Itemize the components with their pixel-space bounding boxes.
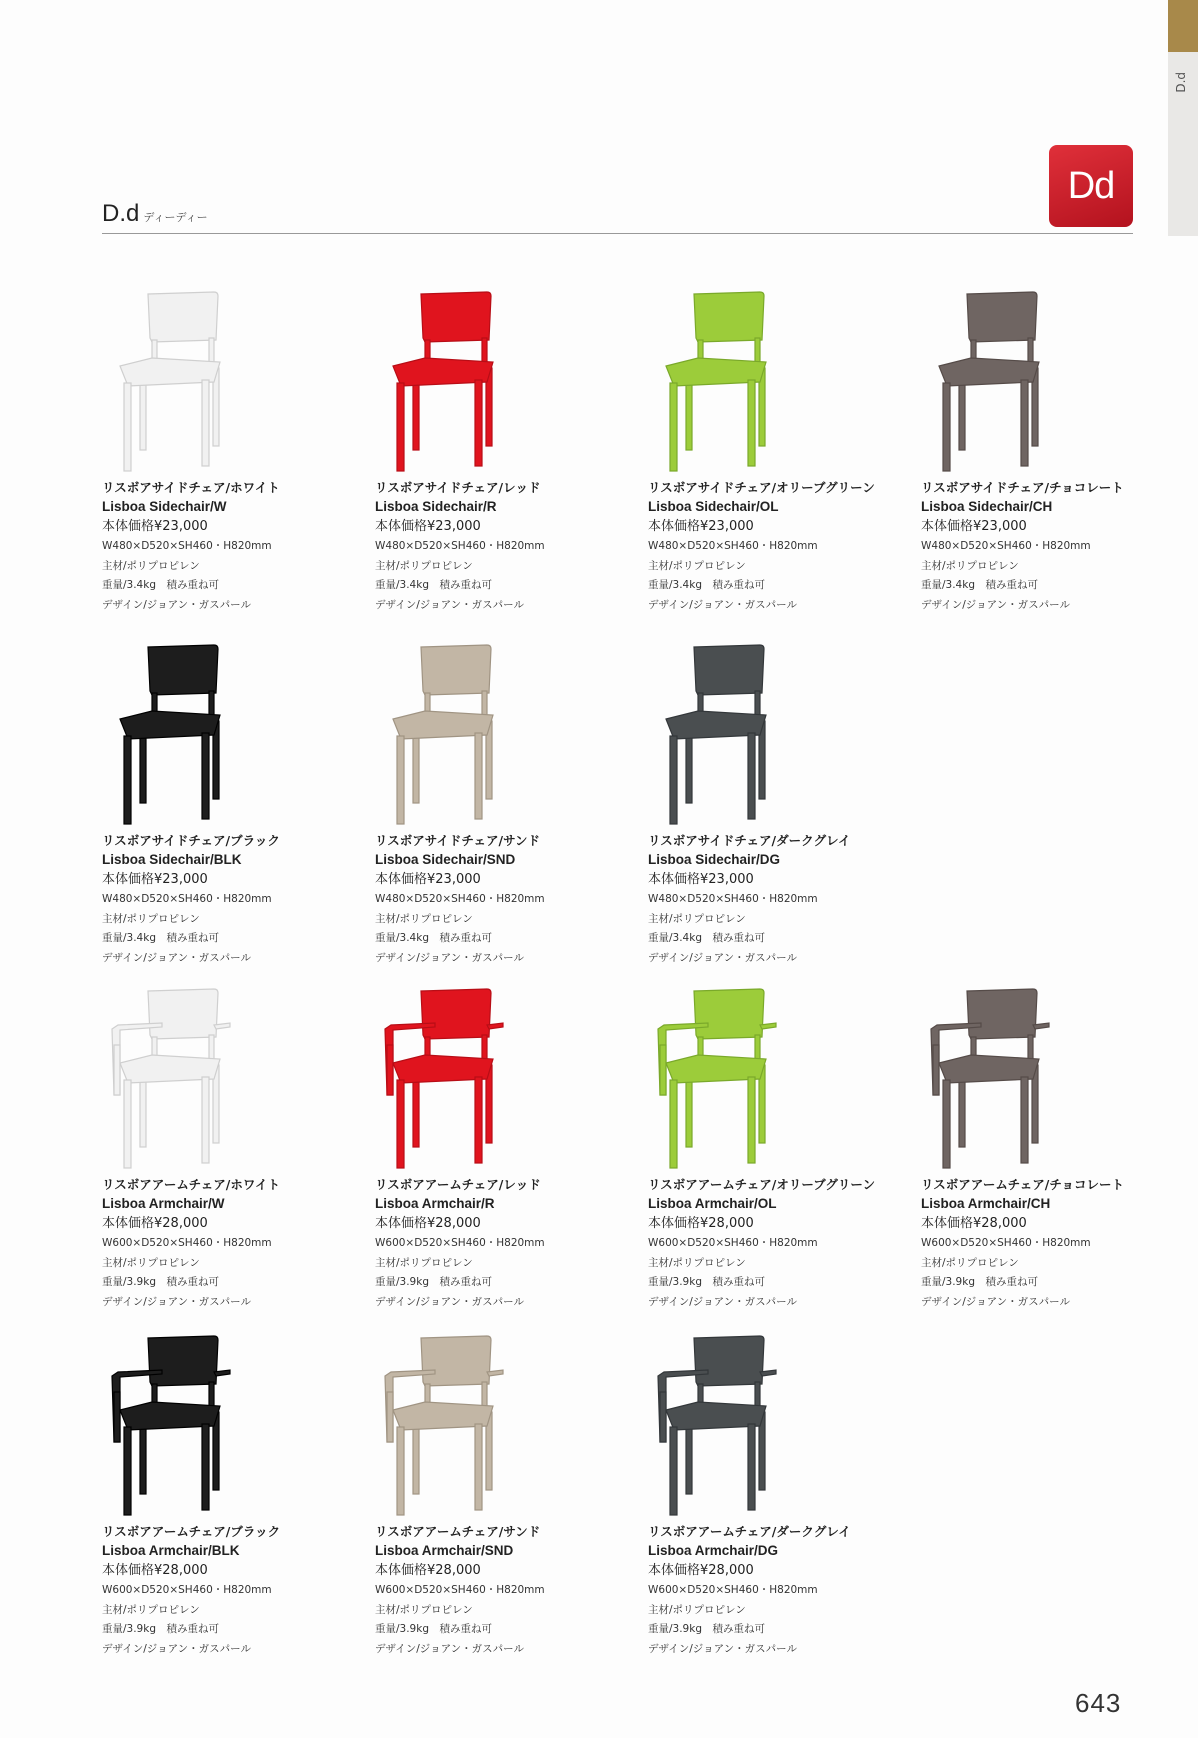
product-price: 本体価格¥23,000 (648, 872, 754, 887)
product-name-jp: リスボアサイドチェア/チョコレート (921, 480, 1124, 495)
product-dimensions: W480×D520×SH460・H820mm (375, 893, 545, 905)
product-designer: デザイン/ジョアン・ガスパール (648, 598, 797, 611)
product-dimensions: W600×D520×SH460・H820mm (921, 1237, 1091, 1249)
product-dimensions: W480×D520×SH460・H820mm (648, 540, 818, 552)
side-tab-accent (1168, 0, 1198, 52)
product-designer: デザイン/ジョアン・ガスパール (648, 951, 797, 964)
product-weight: 重量/3.4kg 積み重ね可 (375, 932, 492, 944)
product-material: 主材/ポリプロピレン (375, 1256, 473, 1269)
product-material: 主材/ポリプロピレン (375, 559, 473, 572)
product-info (648, 831, 908, 968)
product-image (921, 985, 1061, 1175)
product-image (648, 288, 788, 478)
product-info (102, 1522, 362, 1659)
product-designer: デザイン/ジョアン・ガスパール (102, 598, 251, 611)
product-name-jp: リスボアサイドチェア/ダークグレイ (648, 833, 851, 848)
product-weight: 重量/3.4kg 積み重ね可 (648, 932, 765, 944)
armchair-image (102, 1332, 242, 1522)
product-designer: デザイン/ジョアン・ガスパール (921, 598, 1070, 611)
brand-kana: ディーディー (143, 211, 208, 224)
product-name-jp: リスボアサイドチェア/サンド (375, 833, 540, 848)
product-image (102, 641, 242, 831)
sidechair-image (921, 288, 1061, 478)
sidechair-image (648, 641, 788, 831)
product-dimensions: W600×D520×SH460・H820mm (102, 1584, 272, 1596)
brand-title: D.d (102, 200, 140, 227)
product-price: 本体価格¥23,000 (102, 872, 208, 887)
product-weight: 重量/3.9kg 積み重ね可 (102, 1276, 219, 1288)
product-name-jp: リスボアアームチェア/ブラック (102, 1524, 281, 1539)
product-info (102, 478, 362, 615)
product-name-en: Lisboa Sidechair/DG (648, 852, 781, 867)
product-dimensions: W600×D520×SH460・H820mm (102, 1237, 272, 1249)
product-price: 本体価格¥28,000 (375, 1216, 481, 1231)
product-weight: 重量/3.9kg 積み重ね可 (375, 1276, 492, 1288)
armchair-image (375, 1332, 515, 1522)
product-dimensions: W480×D520×SH460・H820mm (102, 893, 272, 905)
product-price: 本体価格¥28,000 (102, 1216, 208, 1231)
product-material: 主材/ポリプロピレン (921, 559, 1019, 572)
sidechair-image (102, 288, 242, 478)
product-designer: デザイン/ジョアン・ガスパール (375, 951, 524, 964)
product-designer: デザイン/ジョアン・ガスパール (375, 1642, 524, 1655)
product-info (648, 1522, 908, 1659)
product-image (375, 641, 515, 831)
product-price: 本体価格¥28,000 (648, 1563, 754, 1578)
product-image (648, 1332, 788, 1522)
product-image (375, 985, 515, 1175)
product-name-jp: リスボアサイドチェア/オリーブグリーン (648, 480, 875, 495)
header-divider (102, 233, 1133, 234)
product-weight: 重量/3.4kg 積み重ね可 (102, 932, 219, 944)
product-weight: 重量/3.9kg 積み重ね可 (375, 1623, 492, 1635)
product-weight: 重量/3.4kg 積み重ね可 (648, 579, 765, 591)
product-info (375, 1522, 635, 1659)
product-image (921, 288, 1061, 478)
sidechair-image (648, 288, 788, 478)
product-weight: 重量/3.9kg 積み重ね可 (921, 1276, 1038, 1288)
product-designer: デザイン/ジョアン・ガスパール (102, 1295, 251, 1308)
product-designer: デザイン/ジョアン・ガスパール (648, 1295, 797, 1308)
product-name-jp: リスボアアームチェア/チョコレート (921, 1177, 1124, 1192)
product-image (102, 985, 242, 1175)
product-dimensions: W600×D520×SH460・H820mm (375, 1237, 545, 1249)
armchair-image (648, 985, 788, 1175)
product-dimensions: W480×D520×SH460・H820mm (648, 893, 818, 905)
page-number: 643 (1075, 1688, 1122, 1718)
sidechair-image (375, 288, 515, 478)
sidechair-image (102, 641, 242, 831)
product-dimensions: W600×D520×SH460・H820mm (648, 1584, 818, 1596)
product-name-en: Lisboa Sidechair/OL (648, 499, 779, 514)
product-name-en: Lisboa Armchair/CH (921, 1196, 1051, 1211)
product-price: 本体価格¥28,000 (375, 1563, 481, 1578)
product-info (648, 478, 908, 615)
product-name-en: Lisboa Armchair/OL (648, 1196, 777, 1211)
product-weight: 重量/3.9kg 積み重ね可 (648, 1276, 765, 1288)
product-name-en: Lisboa Armchair/SND (375, 1543, 514, 1558)
product-weight: 重量/3.4kg 積み重ね可 (102, 579, 219, 591)
product-price: 本体価格¥23,000 (375, 872, 481, 887)
product-info (375, 478, 635, 615)
product-name-jp: リスボアアームチェア/サンド (375, 1524, 541, 1539)
product-designer: デザイン/ジョアン・ガスパール (102, 951, 251, 964)
side-index-tab (1168, 0, 1198, 236)
brand-logo: Dd (1049, 145, 1133, 227)
product-name-en: Lisboa Armchair/BLK (102, 1543, 240, 1558)
product-info (921, 1175, 1181, 1312)
armchair-image (375, 985, 515, 1175)
product-weight: 重量/3.4kg 積み重ね可 (921, 579, 1038, 591)
section-header (102, 200, 208, 228)
product-info (921, 478, 1181, 615)
product-name-jp: リスボアサイドチェア/ブラック (102, 833, 280, 848)
product-image (648, 641, 788, 831)
product-dimensions: W480×D520×SH460・H820mm (921, 540, 1091, 552)
product-material: 主材/ポリプロピレン (648, 912, 746, 925)
product-image (375, 1332, 515, 1522)
product-image (102, 1332, 242, 1522)
product-material: 主材/ポリプロピレン (648, 559, 746, 572)
product-image (102, 288, 242, 478)
product-name-en: Lisboa Armchair/DG (648, 1543, 779, 1558)
product-material: 主材/ポリプロピレン (375, 912, 473, 925)
sidechair-image (375, 641, 515, 831)
product-info (375, 1175, 635, 1312)
product-info (648, 1175, 908, 1312)
product-dimensions: W600×D520×SH460・H820mm (375, 1584, 545, 1596)
product-designer: デザイン/ジョアン・ガスパール (375, 598, 524, 611)
armchair-image (102, 985, 242, 1175)
product-name-jp: リスボアアームチェア/ダークグレイ (648, 1524, 851, 1539)
armchair-image (921, 985, 1061, 1175)
product-designer: デザイン/ジョアン・ガスパール (921, 1295, 1070, 1308)
product-name-jp: リスボアアームチェア/ホワイト (102, 1177, 280, 1192)
product-name-en: Lisboa Sidechair/W (102, 499, 227, 514)
product-designer: デザイン/ジョアン・ガスパール (375, 1295, 524, 1308)
product-material: 主材/ポリプロピレン (102, 912, 200, 925)
product-name-en: Lisboa Sidechair/SND (375, 852, 516, 867)
product-material: 主材/ポリプロピレン (648, 1256, 746, 1269)
product-info (375, 831, 635, 968)
product-material: 主材/ポリプロピレン (921, 1256, 1019, 1269)
product-name-jp: リスボアサイドチェア/レッド (375, 480, 541, 495)
product-price: 本体価格¥23,000 (375, 519, 481, 534)
product-price: 本体価格¥28,000 (648, 1216, 754, 1231)
product-designer: デザイン/ジョアン・ガスパール (102, 1642, 251, 1655)
side-tab-code: D.d (1174, 72, 1188, 93)
product-dimensions: W480×D520×SH460・H820mm (102, 540, 272, 552)
product-price: 本体価格¥23,000 (102, 519, 208, 534)
product-name-en: Lisboa Armchair/W (102, 1196, 225, 1211)
product-info (102, 831, 362, 968)
product-designer: デザイン/ジョアン・ガスパール (648, 1642, 797, 1655)
product-price: 本体価格¥28,000 (921, 1216, 1027, 1231)
product-image (375, 288, 515, 478)
product-name-en: Lisboa Sidechair/CH (921, 499, 1053, 514)
product-info (102, 1175, 362, 1312)
product-name-jp: リスボアアームチェア/オリーブグリーン (648, 1177, 876, 1192)
product-material: 主材/ポリプロピレン (102, 1256, 200, 1269)
product-material: 主材/ポリプロピレン (102, 559, 200, 572)
product-price: 本体価格¥23,000 (921, 519, 1027, 534)
armchair-image (648, 1332, 788, 1522)
product-weight: 重量/3.4kg 積み重ね可 (375, 579, 492, 591)
product-name-en: Lisboa Armchair/R (375, 1196, 495, 1211)
product-dimensions: W600×D520×SH460・H820mm (648, 1237, 818, 1249)
product-name-jp: リスボアサイドチェア/ホワイト (102, 480, 280, 495)
product-name-en: Lisboa Sidechair/BLK (102, 852, 242, 867)
product-weight: 重量/3.9kg 積み重ね可 (648, 1623, 765, 1635)
product-weight: 重量/3.9kg 積み重ね可 (102, 1623, 219, 1635)
product-image (648, 985, 788, 1175)
product-material: 主材/ポリプロピレン (375, 1603, 473, 1616)
product-material: 主材/ポリプロピレン (648, 1603, 746, 1616)
product-material: 主材/ポリプロピレン (102, 1603, 200, 1616)
product-price: 本体価格¥23,000 (648, 519, 754, 534)
product-name-jp: リスボアアームチェア/レッド (375, 1177, 541, 1192)
product-dimensions: W480×D520×SH460・H820mm (375, 540, 545, 552)
product-name-en: Lisboa Sidechair/R (375, 499, 497, 514)
product-price: 本体価格¥28,000 (102, 1563, 208, 1578)
